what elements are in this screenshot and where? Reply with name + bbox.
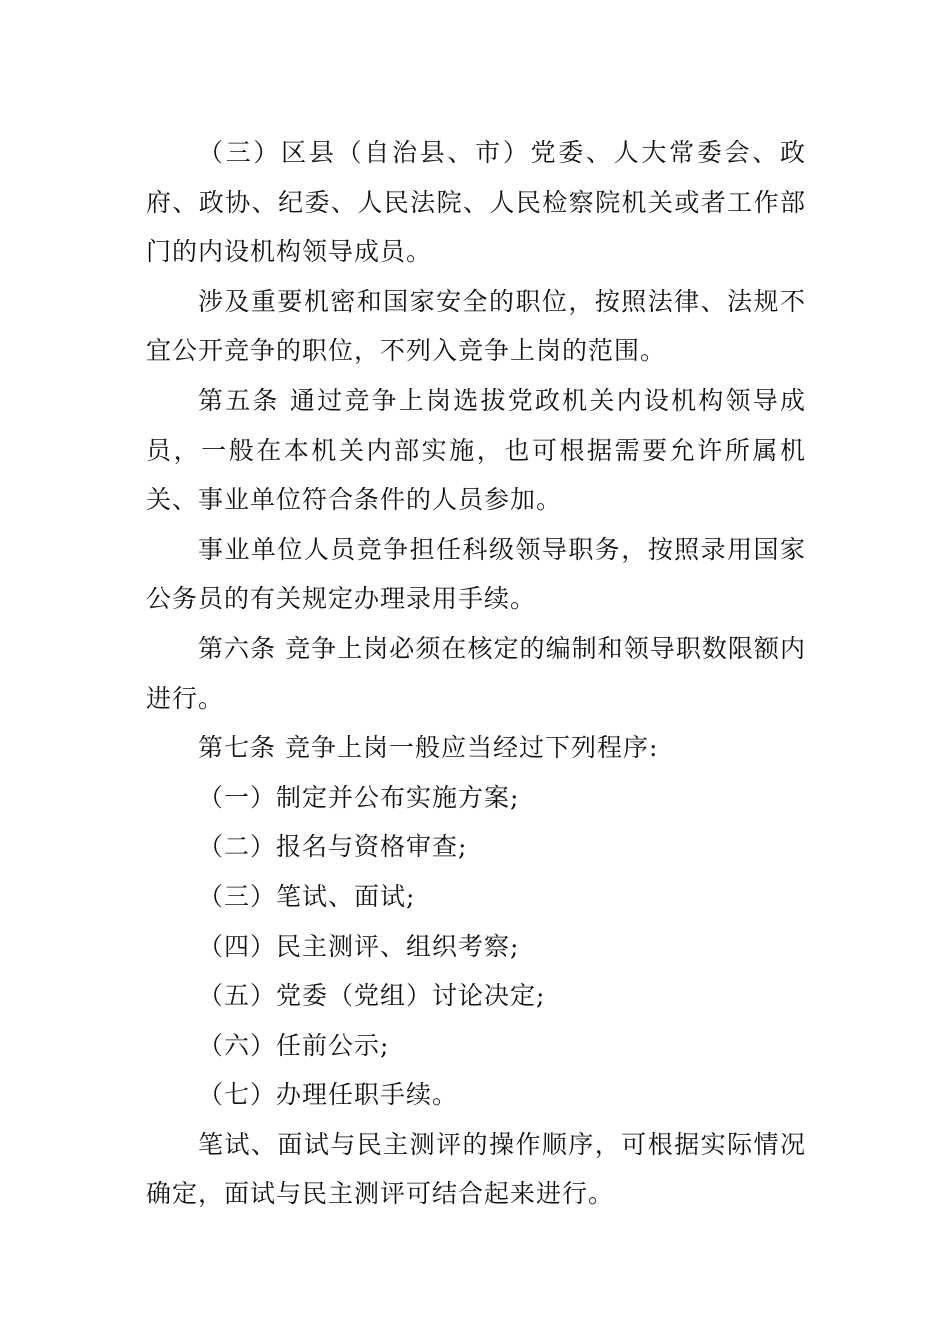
paragraph-district-leaders: （三）区县（自治县、市）党委、人大常委会、政府、政协、纪委、人民法院、人民检察院机关或者工作部门的内设机构领导成员。 [146,138,806,267]
article-seven: 第七条 竞争上岗一般应当经过下列程序: [198,733,659,763]
procedure-item: （六）任前公示; [198,1030,390,1060]
article-six: 第六条 竞争上岗必须在核定的编制和领导职数限额内进行。 [146,633,806,713]
procedure-item: （五）党委（党组）讨论决定; [198,981,546,1011]
paragraph-confidential-exclusion: 涉及重要机密和国家安全的职位，按照法律、法规不宜公开竞争的职位，不列入竞争上岗的范围。 [146,286,806,366]
procedure-item: （三）笔试、面试; [198,881,416,911]
procedure-item: （七）办理任职手续。 [198,1080,459,1110]
procedure-item: （四）民主测评、组织考察; [198,931,520,961]
paragraph-institution-staff: 事业单位人员竞争担任科级领导职务，按照录用国家公务员的有关规定办理录用手续。 [146,534,806,614]
article-five: 第五条 通过竞争上岗选拔党政机关内设机构领导成员，一般在本机关内部实施，也可根据需要允许所属机关、事业单位符合条件的人员参加。 [146,385,806,515]
document-body [146,128,806,1219]
paragraph-closing: 笔试、面试与民主测评的操作顺序，可根据实际情况确定，面试与民主测评可结合起来进行。 [146,1129,806,1209]
procedure-item: （二）报名与资格审查; [198,832,468,862]
procedure-item: （一）制定并公布实施方案; [198,782,520,812]
